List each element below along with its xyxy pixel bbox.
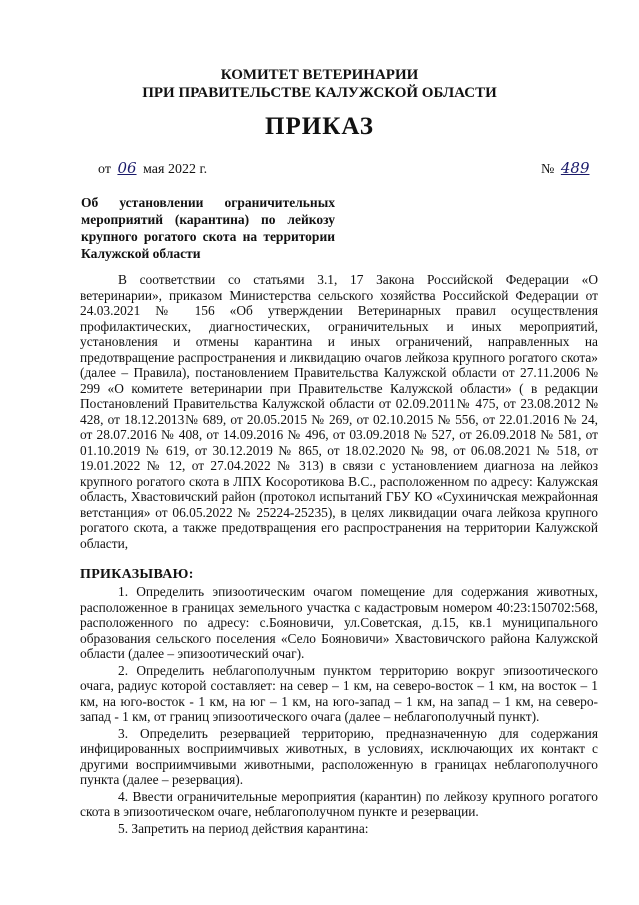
order-date xyxy=(98,159,207,178)
document-type-title: ПРИКАЗ xyxy=(265,113,374,140)
date-rest: мая 2022 г. xyxy=(143,162,208,177)
order-number xyxy=(541,159,593,178)
order-word: ПРИКАЗЫВАЮ: xyxy=(80,567,194,582)
preamble-paragraph: В соответствии со статьями 3.1, 17 Закона Российской Федерации «О ветеринарии», приказом Министерства сельского хозяйства Российской Федерации от 24.03.2021 № 156 «Об утверждении Ветеринарных правил осуществления профилактических, диагностических, ограничительных и иных мероприятий, установления и отмены карантина и иных ограничений, направленных на предотвращение распространения и ликвидацию очагов лейкоза крупного рогатого скота» (далее – Правила), постановлением Правительства Калужской области от 27.11.2006 № 299 «О комитете ветеринарии при Правительстве Калужской области» ( в редакции Постановлений Правительства Калужской области от 02.09.2011№ 475, от 23.08.2012 № 428, от 18.12.2013№ 689, от 20.05.2015 № 269, от 02.10.2015 № 556, от 22.01.2016 № 24, от 28.07.2016 № 408, от 14.09.2016 № 496, от 03.09.2018 № 527, от 26.09.2018 № 581, от 01.10.2019 № 619, от 30.12.2019 № 865, от 18.02.2020 № 98, от 06.08.2021 № 518, от 19.01.2022 № 12, от 27.04.2022 № 313) в связи с установлением диагноза на лейкоз крупного рогатого скота в ЛПХ Косоротикова В.С., расположенном по адресу: Калужская область, Хвастовичский район (протокол испытаний ГБУ КО «Сухиничская межрайонная ветстанция» от 06.05.2022 № 25224-25235), в целях ликвидации очага лейкоза крупного рогатого скота, а также предотвращения его распространения на территории Калужской области, xyxy=(80,272,598,551)
order-item-5: 5. Запретить на период действия карантина: xyxy=(118,820,369,836)
preamble-block xyxy=(80,272,598,551)
handwritten-day: 06 xyxy=(117,159,137,177)
order-subject: Об установлении ограничительных мероприятий (карантина) по лейкозу крупного рогатого скота на территории Калужской области xyxy=(81,195,335,261)
handwritten-number: 489 xyxy=(560,159,590,177)
order-item-3: 3. Определить резервацией территорию, предназначенную для содержания инфицированных восприимчивых животных, в условиях, исключающих их контакт с другими восприимчивыми животными, расположенную в границах неблагополучного пункта (далее – резервация). xyxy=(80,725,598,787)
committee-name: КОМИТЕТ ВЕТЕРИНАРИИ xyxy=(220,67,419,83)
order-item-4: 4. Ввести ограничительные мероприятия (карантин) по лейкозу крупного рогатого скота в эпизоотическом очаге, неблагополучном пункте и резервации. xyxy=(80,788,598,819)
order-items xyxy=(80,584,598,837)
order-item-1: 1. Определить эпизоотическим очагом помещение для содержания животных, расположенное в границах земельного участка с кадастровым номером 40:23:150702:568, расположенного по адресу: с.Бояновичи, ул.Советская, д.15, кв.1 муниципального образования сельского поселения «Село Бояновичи» Хвастовичского района Калужской области (далее – эпизоотический очаг). xyxy=(80,584,598,661)
order-item-2: 2. Определить неблагополучным пунктом территорию вокруг эпизоотического очага, радиус которой составляет: на север – 1 км, на северо-восток – 1 км, на восток – 1 км, на юго-восток - 1 км, на юг – 1 км, на юго-запад – 1 км, на запад – 1 км, на северо-запад - 1 км, от границ эпизоотического очага (далее – неблагополучный пункт). xyxy=(80,662,598,724)
number-label: № xyxy=(541,162,555,177)
committee-affiliation: ПРИ ПРАВИТЕЛЬСТВЕ КАЛУЖСКОЙ ОБЛАСТИ xyxy=(142,85,497,101)
date-prefix: от xyxy=(98,162,111,177)
